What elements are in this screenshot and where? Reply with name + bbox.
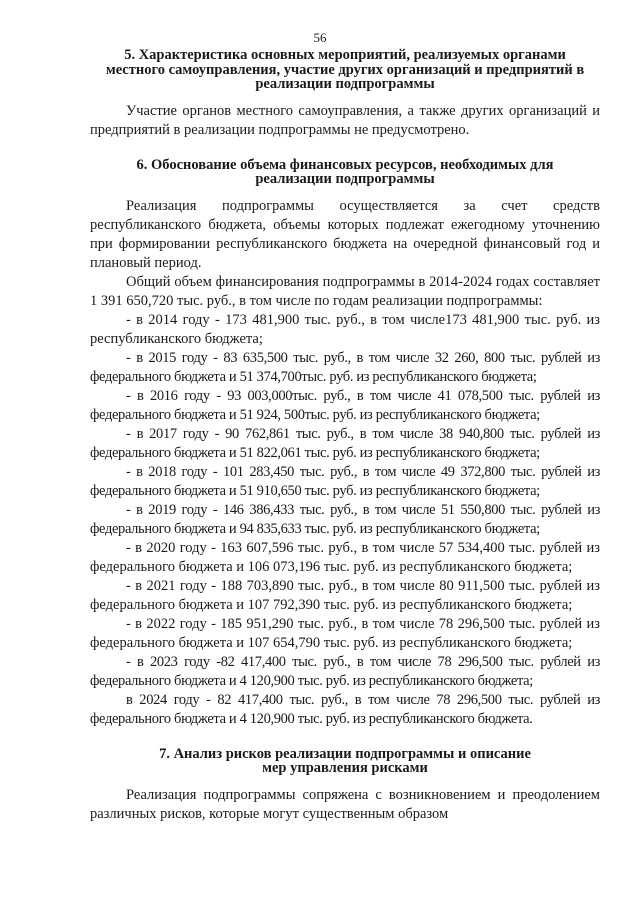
section-5 xyxy=(90,48,600,140)
section-7-paragraph: Реализация подпрограммы сопряжена с возникновением и преодолением различных рисков, которые могут существенным образом xyxy=(90,786,600,822)
section-6-title-line-2: реализации подпрограммы xyxy=(255,171,435,187)
funding-item-2018: - в 2018 году - 101 283,450 тыс. руб., в том числе 49 372,800 тыс. рублей из федерального бюджета и 51 910,650 тыс. руб. из республиканского бюджета; xyxy=(90,463,600,499)
section-7 xyxy=(90,747,600,824)
page-content xyxy=(90,48,600,824)
section-6 xyxy=(90,158,600,729)
section-6-paragraph-1: Реализация подпрограммы осуществляется за счет средств республиканского бюджета, объемы которых подлежат ежегодному уточнению при формировании республиканского бюджета на очередной финансовый год и плановый период. xyxy=(90,197,600,271)
page-number: 56 xyxy=(313,30,327,45)
funding-item-2022: - в 2022 году - 185 951,290 тыс. руб., в том числе 78 296,500 тыс. рублей из федерального бюджета и 107 654,790 тыс. руб. из республиканского бюджета; xyxy=(90,615,600,651)
funding-item-2017: - в 2017 году - 90 762,861 тыс. руб., в том числе 38 940,800 тыс. рублей из федерального бюджета и 51 822,061 тыс. руб. из республиканского бюджета; xyxy=(90,425,600,461)
section-5-title-line-2: местного самоуправления, участие других организаций и предприятий в xyxy=(105,61,585,78)
section-6-title-line-1: 6. Обоснование объема финансовых ресурсов, необходимых для xyxy=(136,156,554,173)
funding-item-2024: в 2024 году - 82 417,400 тыс. руб., в том числе 78 296,500 тыс. рублей из федерального бюджета и 4 120,900 тыс. руб. из республиканского бюджета. xyxy=(90,691,600,727)
section-5-title-line-1: 5. Характеристика основных мероприятий, реализуемых органами xyxy=(124,47,566,63)
section-7-title-line-2: мер управления рисками xyxy=(262,760,428,776)
funding-item-2021: - в 2021 году - 188 703,890 тыс. руб., в том числе 80 911,500 тыс. рублей из федерального бюджета и 107 792,390 тыс. руб. из республиканского бюджета; xyxy=(90,577,600,613)
funding-item-2020: - в 2020 году - 163 607,596 тыс. руб., в том числе 57 534,400 тыс. рублей из федерального бюджета и 106 073,196 тыс. руб. из республиканского бюджета; xyxy=(90,539,600,575)
funding-item-2016: - в 2016 году - 93 003,000тыс. руб., в том числе 41 078,500 тыс. рублей из федерального бюджета и 51 924, 500тыс. руб. из республиканского бюджета; xyxy=(90,387,600,423)
section-6-paragraph-2: Общий объем финансирования подпрограммы в 2014-2024 годах составляет 1 391 650,720 тыс. руб., в том числе по годам реализации подпрограммы: xyxy=(90,273,600,309)
funding-item-2014: - в 2014 году - 173 481,900 тыс. руб., в том числе173 481,900 тыс. руб. из республиканского бюджета; xyxy=(90,311,600,347)
funding-item-2019: - в 2019 году - 146 386,433 тыс. руб., в том числе 51 550,800 тыс. рублей из федерального бюджета и 94 835,633 тыс. руб. из республиканского бюджета; xyxy=(90,501,600,537)
section-7-title-line-1: 7. Анализ рисков реализации подпрограммы и описание xyxy=(159,745,531,762)
section-5-paragraph: Участие органов местного самоуправления, а также других организаций и предприятий в реализации подпрограммы не предусмотрено. xyxy=(90,102,600,138)
funding-item-2015: - в 2015 году - 83 635,500 тыс. руб., в том числе 32 260, 800 тыс. рублей из федерального бюджета и 51 374,700тыс. руб. из республиканского бюджета; xyxy=(90,349,600,385)
funding-item-2023: - в 2023 году -82 417,400 тыс. руб., в том числе 78 296,500 тыс. рублей из федерального бюджета и 4 120,900 тыс. руб. из республиканского бюджета; xyxy=(90,653,600,689)
section-5-title-line-3: реализации подпрограммы xyxy=(255,76,435,92)
